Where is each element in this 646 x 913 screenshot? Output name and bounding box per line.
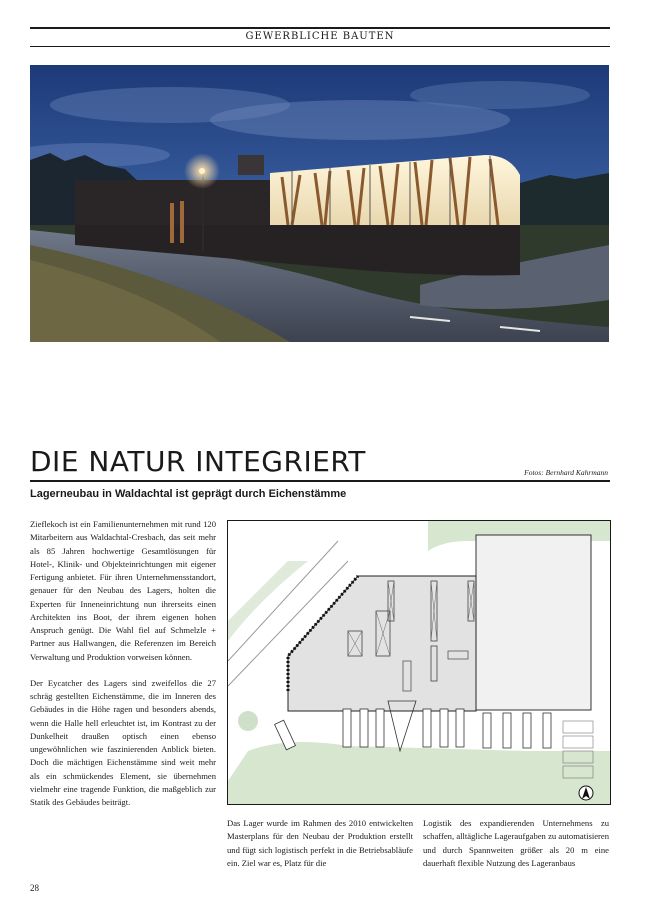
warehouse-photo: [30, 65, 609, 342]
page-number: 28: [30, 883, 39, 893]
paragraph-2: Der Eycatcher des Lagers sind zweifellos die 27 schräg gestellten Eichenstämme, die im Inneren des Gebäudes in die Höhe ragen und besonders abends, wenn die Halle hell erleuchtet ist, im Kontrast zu der Dunkelheit draußen optisch einen ebenso ungewöhnlichen wie faszinierenden Anblick bieten. Doch die mächtigen Eichenstämme sind weit mehr als ein schmückendes Element, sie übernehmen vielmehr eine tragende Funktion, die maßgeblich zur Statik des Gebäudes beiträgt.: [30, 677, 216, 807]
header-rule-bottom: [30, 46, 610, 47]
text-column-left: [30, 518, 216, 822]
header-rule-top: [30, 27, 610, 29]
section-label: GEWERBLICHE BAUTEN: [245, 31, 395, 42]
paragraph-1: Zieflekoch ist ein Familienunternehmen mit rund 120 Mitarbeitern aus Waldachtal-Cresbach, das seit mehr als 85 Jahren hochwertige Gesamtlösungen für Hotel-, Klinik- und Objekteinrichtungen mit eigener Fertigung anbietet. Für ihren Unternehmensstandort, genauer für den Neubau des Lagers, holten die Experten für Inneneinrichtung nun ihrerseits einen Architekten ins Boot, der ihrem eigenen hohen Anspruch genügt. Die Wahl fiel auf Schmelzle + Partner aus Hallwangen, die Referenzen im Bereich Verwaltung und Produktion vorweisen können.: [30, 519, 216, 662]
title-rule: [30, 480, 610, 482]
text-column-middle: Das Lager wurde im Rahmen des 2010 entwickelten Masterplans für den Neubau der Produktion erstellt und fügt sich logistisch perfekt in die Betriebsabläufe ein. Ziel war es, Platz für die: [227, 818, 413, 868]
text-column-right: Logistik des expandierenden Unternehmens zu schaffen, alltägliche Lageraufgaben zu automatisieren und durch Spannweiten größer als 20 m eine dauerhaft flexible Nutzung des Lageranbaus: [423, 818, 609, 868]
article-title: DIE NATUR INTEGRIERT: [30, 445, 366, 478]
article-subtitle: Lagerneubau in Waldachtal ist geprägt durch Eichenstämme: [30, 488, 347, 500]
photo-credit: Fotos: Bernhard Kahrmann: [524, 468, 608, 477]
floor-plan: [227, 520, 611, 805]
